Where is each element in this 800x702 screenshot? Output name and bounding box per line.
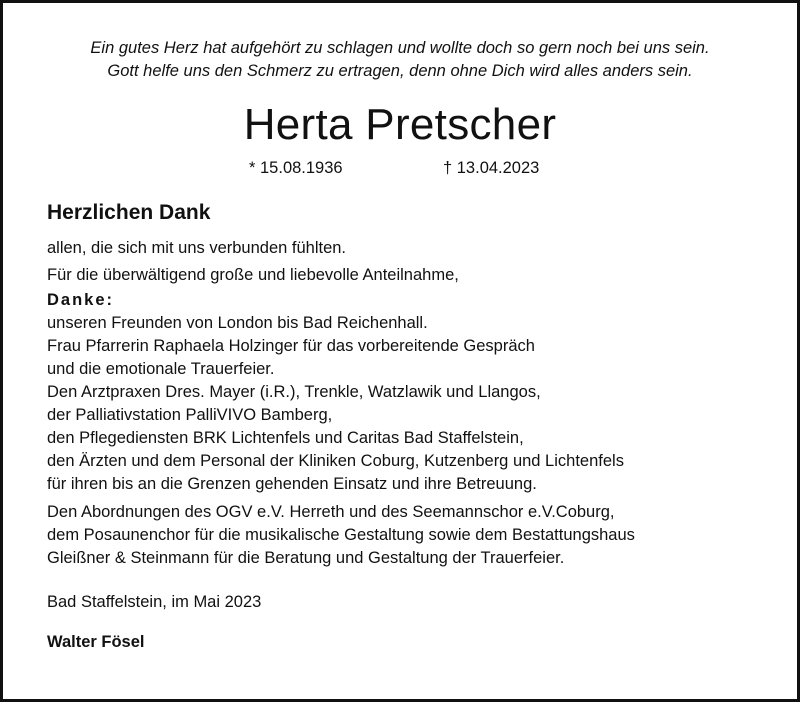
- block1-line: den Pflegediensten BRK Lichtenfels und Caritas Bad Staffelstein,: [47, 429, 524, 447]
- danke-label: Danke:: [47, 291, 115, 309]
- thanks-block-1: [47, 312, 747, 496]
- block2-line: Gleißner & Steinmann für die Beratung und Gestaltung der Trauerfeier.: [47, 549, 565, 567]
- death-date: † 13.04.2023: [443, 159, 540, 177]
- block1-line: den Ärzten und dem Personal der Kliniken Coburg, Kutzenberg und Lichtenfels: [47, 452, 624, 470]
- memorial-verse: [3, 37, 797, 83]
- block2-line: dem Posaunenchor für die musikalische Gestaltung sowie dem Bestattungshaus: [47, 526, 635, 544]
- thanks-block-2: [47, 501, 747, 570]
- block1-line: der Palliativstation PalliVIVO Bamberg,: [47, 406, 333, 424]
- thanks-body: [47, 237, 747, 570]
- intro-line-2: Für die überwältigend große und liebevolle Anteilnahme,: [47, 266, 459, 284]
- block2-line: Den Abordnungen des OGV e.V. Herreth und des Seemannschor e.V.Coburg,: [47, 503, 615, 521]
- intro-line-1: allen, die sich mit uns verbunden fühlten.: [47, 239, 347, 257]
- birth-date: * 15.08.1936: [249, 159, 343, 177]
- block1-line: Frau Pfarrerin Raphaela Holzinger für das vorbereitende Gespräch: [47, 337, 535, 355]
- place-date: Bad Staffelstein, im Mai 2023: [47, 593, 262, 611]
- block1-line: für ihren bis an die Grenzen gehenden Einsatz und ihre Betreuung.: [47, 475, 537, 493]
- block1-line: und die emotionale Trauerfeier.: [47, 360, 275, 378]
- verse-line-2: Gott helfe uns den Schmerz zu ertragen, denn ohne Dich wird alles anders sein.: [107, 62, 693, 80]
- signature: Walter Fösel: [47, 633, 145, 651]
- deceased-name: Herta Pretscher: [243, 100, 557, 149]
- verse-line-1: Ein gutes Herz hat aufgehört zu schlagen und wollte doch so gern noch bei uns sein.: [90, 39, 710, 57]
- thanks-heading: Herzlichen Dank: [47, 201, 211, 224]
- block1-line: Den Arztpraxen Dres. Mayer (i.R.), Trenkle, Watzlawik und Llangos,: [47, 383, 541, 401]
- block1-line: unseren Freunden von London bis Bad Reichenhall.: [47, 314, 428, 332]
